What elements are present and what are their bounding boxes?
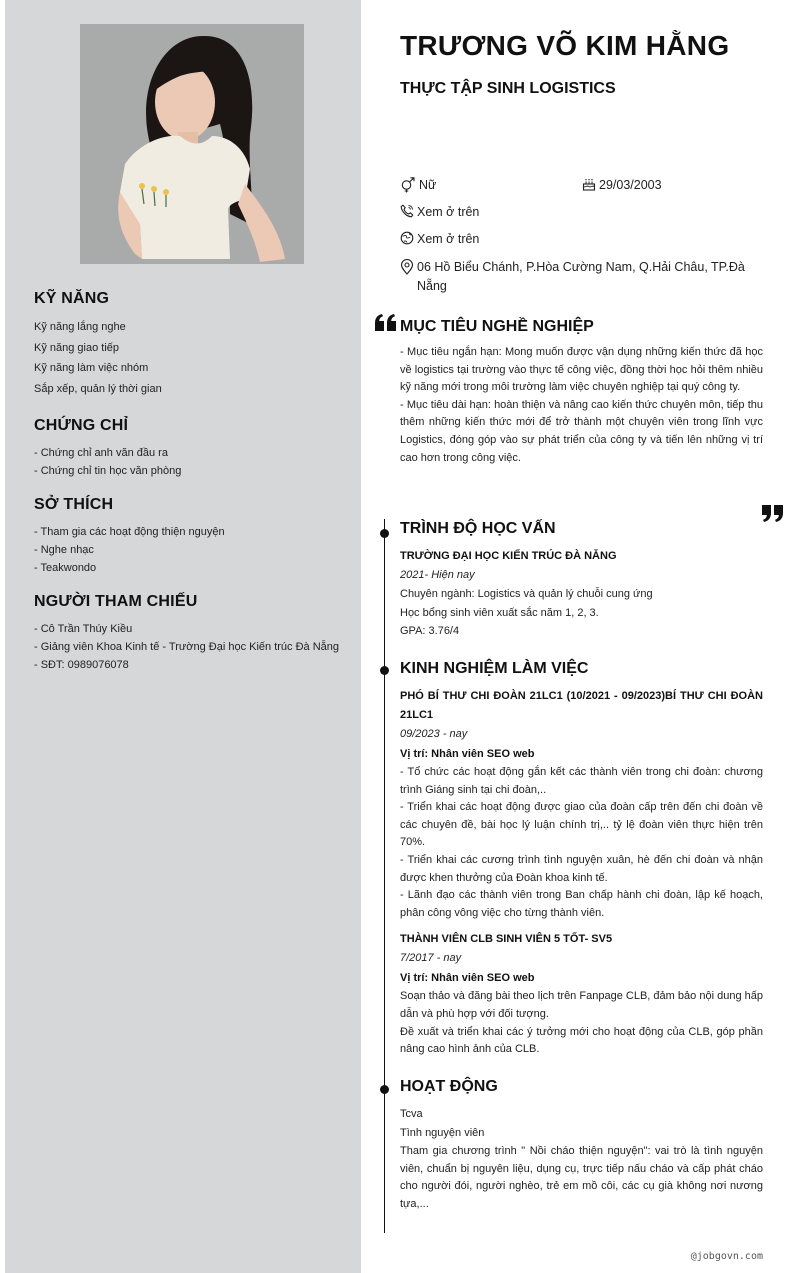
job-entry xyxy=(400,930,763,1058)
references-list xyxy=(34,620,354,674)
activities-title: HOẠT ĐỘNG xyxy=(400,1078,498,1095)
list-item: - Nghe nhạc xyxy=(34,544,94,556)
hobbies-list xyxy=(34,523,354,577)
references-title: NGƯỜI THAM CHIẾU xyxy=(34,593,198,610)
website-row xyxy=(400,230,479,249)
candidate-name: TRƯƠNG VÕ KIM HẰNG xyxy=(400,30,730,61)
profile-photo xyxy=(80,24,304,264)
job-bullet: Soạn thảo và đăng bài theo lịch trên Fanpage CLB, đảm bảo nội dung hấp dẫn và phù hợp với đối tượng. xyxy=(400,990,763,1020)
activity-role: Tình nguyện viên xyxy=(400,1127,485,1139)
objective-long-term: - Mục tiêu dài hạn: hoàn thiện và nâng cao kiến thức chuyên môn, tiếp thu thêm những kiến thức mới để trở thành một chuyên viên trong lĩnh vực Logistics, đóng góp vào sự phát triển của công ty và tiến lên những vị trí cao hơn trong công việc. xyxy=(400,398,763,464)
timeline-dot xyxy=(380,666,389,675)
sidebar xyxy=(5,0,361,1273)
list-item: Kỹ năng lắng nghe xyxy=(34,321,126,333)
skills-section xyxy=(34,290,354,400)
cake-icon xyxy=(582,177,596,191)
objective-title: MỤC TIÊU NGHỀ NGHIỆP xyxy=(400,318,594,335)
phone-value: Xem ở trên xyxy=(417,205,480,219)
objective-short-term: - Mục tiêu ngắn hạn: Mong muốn được vận dụng những kiến thức đã học về logistics tại trường vào thực tế công việc, đồng thời học hỏi thêm nhiều kỹ năng mới trong môi trường làm việc chuyên nghiệp tại quý công ty. xyxy=(400,346,763,394)
education-detail: Học bổng sinh viên xuất sắc năm 1, 2, 3. xyxy=(400,607,599,619)
experience-section xyxy=(400,660,763,1059)
experience-title: KINH NGHIỆM LÀM VIỆC xyxy=(400,660,589,677)
timeline-line xyxy=(384,519,385,1233)
watermark: @jobgovn.com xyxy=(690,1251,763,1262)
address-row xyxy=(400,258,745,296)
skills-title: KỸ NĂNG xyxy=(34,290,110,307)
job-role: Vị trí: Nhân viên SEO web xyxy=(400,972,535,985)
skills-list xyxy=(34,317,354,400)
portrait-illustration xyxy=(80,24,304,264)
certificates-section xyxy=(34,417,354,480)
map-pin-icon xyxy=(400,259,414,275)
globe-icon xyxy=(400,231,414,245)
list-item: - Cô Trần Thúy Kiều xyxy=(34,623,133,635)
certificates-list xyxy=(34,444,354,480)
phone-icon xyxy=(400,204,414,218)
job-role: Vị trí: Nhân viên SEO web xyxy=(400,748,535,760)
timeline-dot xyxy=(380,529,389,538)
list-item: - Giảng viên Khoa Kinh tế - Trường Đại học Kiến trúc Đà Nẵng xyxy=(34,641,340,653)
list-item: Kỹ năng làm việc nhóm xyxy=(34,362,149,375)
birthdate-row xyxy=(582,176,662,195)
gender-value: Nữ xyxy=(419,178,437,192)
list-item: - Teakwondo xyxy=(34,562,97,574)
phone-row xyxy=(400,203,479,222)
activities-section xyxy=(400,1078,763,1213)
close-quote-icon xyxy=(761,504,783,522)
list-item: Kỹ năng giao tiếp xyxy=(34,341,120,354)
education-period: 2021- Hiện nay xyxy=(400,569,475,581)
birthdate-value: 29/03/2003 xyxy=(599,178,662,192)
education-section xyxy=(400,520,763,640)
timeline-dot xyxy=(380,1085,389,1094)
activity-description: Tham gia chương trình " Nồi cháo thiện nguyện": vai trò là tình nguyện viên, chuẩn bị nguyên liệu, dụng cụ, trực tiếp nấu cháo và cấp phát cháo cho người đói, người nghèo, trẻ em mồ côi, các cụ già không nơi nương tựa,... xyxy=(400,1145,763,1210)
education-title: TRÌNH ĐỘ HỌC VẤN xyxy=(400,520,556,537)
references-section xyxy=(34,593,354,674)
list-item: - Chứng chỉ anh văn đầu ra xyxy=(34,447,168,459)
education-detail: Chuyên ngành: Logistics và quản lý chuỗi cung ứng xyxy=(400,588,653,600)
certificates-title: CHỨNG CHỈ xyxy=(34,417,129,434)
open-quote-icon xyxy=(375,314,397,332)
job-bullet: - Triển khai các hoạt động được giao của đoàn cấp trên đến chi đoàn về các chuyên đề, bài học lý luận chính trị,.. tỷ lệ đoàn viên thực hiện trên 70%. xyxy=(400,801,763,849)
candidate-position: THỰC TẬP SINH LOGISTICS xyxy=(400,80,616,97)
job-entry xyxy=(400,687,763,922)
job-period: 7/2017 - nay xyxy=(400,952,462,965)
objective-section xyxy=(400,318,763,467)
list-item: - Chứng chỉ tin học văn phòng xyxy=(34,465,182,477)
job-bullet: - Tổ chức các hoạt động gắn kết các thành viên trong chi đoàn: chương trình Giáng sinh tại chi đoàn,.. xyxy=(400,766,763,796)
job-period: 09/2023 - nay xyxy=(400,728,468,740)
job-bullet: - Lãnh đạo các thành viên trong Ban chấp hành chi đoàn, lập kế hoạch, phân công vông việc cho từng thành viên. xyxy=(400,889,763,919)
education-school: TRƯỜNG ĐẠI HỌC KIẾN TRÚC ĐÀ NẴNG xyxy=(400,550,617,562)
hobbies-title: SỞ THÍCH xyxy=(34,496,114,513)
hobbies-section xyxy=(34,496,354,577)
address-value: 06 Hồ Biểu Chánh, P.Hòa Cường Nam, Q.Hải Châu, TP.Đà Nẵng xyxy=(417,260,745,293)
gender-row xyxy=(400,176,436,195)
activity-org: Tcva xyxy=(400,1108,423,1120)
main-content xyxy=(362,0,800,1273)
list-item: - Tham gia các hoạt động thiện nguyện xyxy=(34,526,225,538)
job-org: THÀNH VIÊN CLB SINH VIÊN 5 TỐT- SV5 xyxy=(400,933,613,946)
job-org: PHÓ BÍ THƯ CHI ĐOÀN 21LC1 (10/2021 - 09/2023)BÍ THƯ CHI ĐOÀN 21LC1 xyxy=(400,690,763,721)
gender-icon xyxy=(400,177,416,193)
website-value: Xem ở trên xyxy=(417,232,480,246)
list-item: Sắp xếp, quản lý thời gian xyxy=(34,383,162,396)
list-item: - SĐT: 0989076078 xyxy=(34,659,129,671)
job-bullet: Đề xuất và triển khai các ý tưởng mới cho hoạt động của CLB, góp phần nâng cao hình ảnh của CLB. xyxy=(400,1025,763,1056)
education-detail: GPA: 3.76/4 xyxy=(400,625,460,637)
job-bullet: - Triển khai các cương trình tình nguyện xuân, hè đến chi đoàn và nhận được khen thưởng của Đoàn khoa kinh tế. xyxy=(400,853,763,884)
